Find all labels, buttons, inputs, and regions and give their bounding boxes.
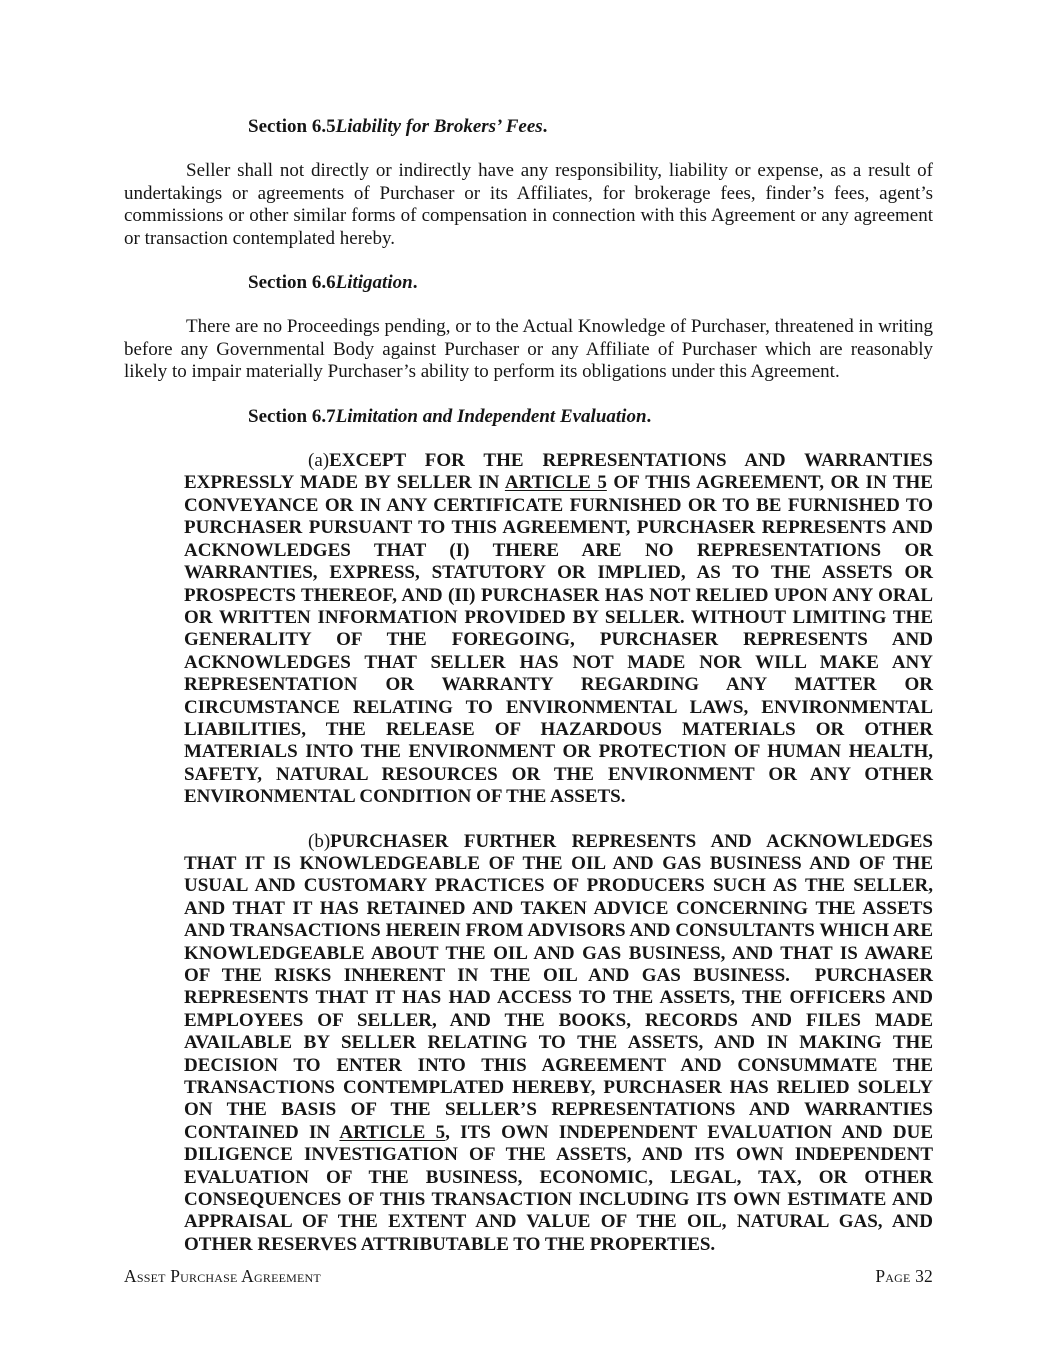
subparagraph-a	[184, 450, 933, 809]
section-title-period: .	[646, 405, 652, 427]
section-number-6-5: Section 6.5	[248, 116, 336, 137]
subparagraph-b	[184, 831, 933, 1257]
section-title-6-5: Liability for Brokers’ Fees	[335, 116, 543, 137]
section-number-6-7: Section 6.7	[248, 405, 336, 427]
section-heading-6-5	[124, 116, 933, 138]
section-title-period: .	[542, 116, 548, 137]
section-title-6-6: Litigation	[335, 272, 413, 294]
page-footer	[124, 1266, 933, 1287]
paragraph-litigation: There are no Proceedings pending, or to the Actual Knowledge of Purchaser, threatened in writing before any Governmental Body against Purchaser or any Affiliate of Purchaser which are reasonably likely to impair materially Purchaser’s ability to perform its obligations under this Agreement.	[124, 316, 933, 383]
footer-page-number: Page 32	[875, 1266, 933, 1286]
section-title-6-7: Limitation and Independent Evaluation	[335, 405, 647, 427]
subparagraph-a-text-before: EXCEPT FOR THE REPRESENTATIONS AND WARRANTIES EXPRESSLY MADE BY SELLER IN	[184, 450, 933, 494]
subparagraph-a-text-after: OF THIS AGREEMENT, OR IN THE CONVEYANCE OR IN ANY CERTIFICATE FURNISHED OR TO BE FURNISHED TO PURCHASER PURSUANT TO THIS AGREEMENT, PURCHASER REPRESENTS AND ACKNOWLEDGES THAT (I) THERE ARE NO REPRESENTATIONS OR WARRANTIES, EXPRESS, STATUTORY OR IMPLIED, AS TO THE ASSETS OR PROSPECTS THEREOF, AND (II) PURCHASER HAS NOT RELIED UPON ANY ORAL OR WRITTEN INFORMATION PROVIDED BY SELLER. WITHOUT LIMITING THE GENERALITY OF THE FOREGOING, PURCHASER REPRESENTS AND ACKNOWLEDGES THAT SELLER HAS NOT MADE NOR WILL MAKE ANY REPRESENTATION OR WARRANTY REGARDING ANY MATTER OR CIRCUMSTANCE RELATING TO ENVIRONMENTAL LAWS, ENVIRONMENTAL LIABILITIES, THE RELEASE OF HAZARDOUS MATERIALS OR OTHER MATERIALS INTO THE ENVIRONMENT OR PROTECTION OF HUMAN HEALTH, SAFETY, NATURAL RESOURCES OR THE ENVIRONMENT OR ANY OTHER ENVIRONMENTAL CONDITION OF THE ASSETS.	[184, 472, 933, 808]
paragraph-brokers-fees: Seller shall not directly or indirectly have any responsibility, liability or expense, as a result of undertakings or agreements of Purchaser or its Affiliates, for brokerage fees, finder’s fees, agent’s commissions or other similar forms of compensation in connection with this Agreement or any agreement or transaction contemplated hereby.	[124, 160, 933, 249]
subparagraph-b-label: (b)	[308, 830, 331, 852]
article-5-reference: ARTICLE 5	[504, 472, 607, 494]
subparagraph-a-label: (a)	[308, 450, 330, 472]
footer-document-title: Asset Purchase Agreement	[124, 1266, 321, 1286]
section-heading-6-6	[124, 272, 933, 294]
subparagraph-b-text-after: , ITS OWN INDEPENDENT EVALUATION AND DUE DILIGENCE INVESTIGATION OF THE ASSETS, AND ITS OWN INDEPENDENT EVALUATION OF THE BUSINESS, ECONOMIC, LEGAL, TAX, OR OTHER CONSEQUENCES OF THIS TRANSACTION INCLUDING ITS OWN ESTIMATE AND APPRAISAL OF THE EXTENT AND VALUE OF THE OIL, NATURAL GAS, AND OTHER RESERVES ATTRIBUTABLE TO THE PROPERTIES.	[184, 1121, 933, 1255]
section-title-period: .	[412, 272, 418, 294]
article-5-reference: ARTICLE 5	[339, 1121, 446, 1143]
document-content	[124, 116, 933, 1256]
subparagraph-b-text-before: PURCHASER FURTHER REPRESENTS AND ACKNOWLEDGES THAT IT IS KNOWLEDGEABLE OF THE OIL AND GAS BUSINESS AND OF THE USUAL AND CUSTOMARY PRACTICES OF PRODUCERS SUCH AS THE SELLER, AND THAT IT HAS RETAINED AND TAKEN ADVICE CONCERNING THE ASSETS AND TRANSACTIONS HEREIN FROM ADVISORS AND CONSULTANTS WHICH ARE KNOWLEDGEABLE ABOUT THE OIL AND GAS BUSINESS, AND THAT IS AWARE OF THE RISKS INHERENT IN THE OIL AND GAS BUSINESS. PURCHASER REPRESENTS THAT IT HAS HAD ACCESS TO THE ASSETS, THE OFFICERS AND EMPLOYEES OF SELLER, AND THE BOOKS, RECORDS AND FILES MADE AVAILABLE BY SELLER RELATING TO THE ASSETS, AND IN MAKING THE DECISION TO ENTER INTO THIS AGREEMENT AND CONSUMMATE THE TRANSACTIONS CONTEMPLATED HEREBY, PURCHASER HAS RELIED SOLELY ON THE BASIS OF THE SELLER’S REPRESENTATIONS AND WARRANTIES CONTAINED IN	[184, 830, 933, 1143]
section-heading-6-7	[124, 406, 933, 428]
section-number-6-6: Section 6.6	[248, 272, 336, 294]
